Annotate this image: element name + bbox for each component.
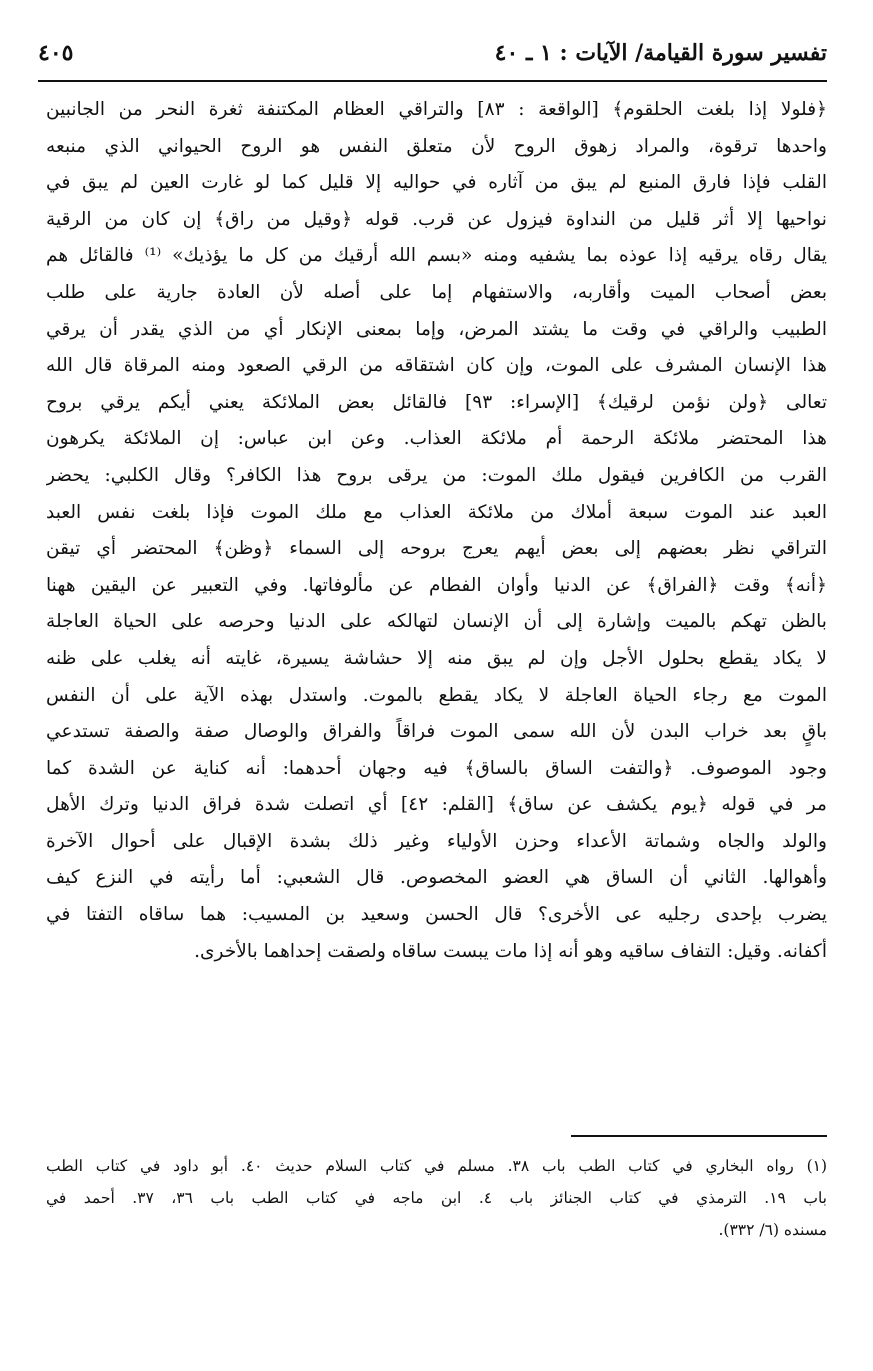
footnote-line: (١) رواه البخاري في كتاب الطب باب ٣٨. مسلم في كتاب السلام حديث ٤٠. أبو داود في كتاب الطب — [46, 1157, 827, 1175]
body-line: وأهوالها. الثاني أن الساق هي العضو المخصوص. قال الشعبي: أما رأيته في النزع كيف — [46, 867, 827, 889]
footnote-line: مسنده (٦/ ٣٣٢). — [718, 1221, 827, 1239]
body-line: ﴿أنه﴾ وقت ﴿الفراق﴾ عن الدنيا وأوان الفطام عن مألوفاتها. وفي التعبير عن اليقين ههنا — [46, 574, 827, 596]
body-line: التراقي نظر بعضهم إلى بعض أيهم يعرج بروحه إلى السماء ﴿وظن﴾ المحتضر أي تيقن — [46, 538, 827, 560]
body-line: والولد والجاه وشماتة الأعداء وحزن الأولياء وغير ذلك بشدة الإقبال على أحوال الآخرة — [46, 830, 827, 852]
body-line: الطبيب والراقي في وقت ما يشتد المرض، وإما بمعنى الإنكار أي من الذي يقدر أن يرقي — [46, 318, 827, 340]
body-line: العبد عند الموت سبعة أملاك من ملائكة العذاب مع ملك الموت فإذا بلغت نفس العبد — [46, 501, 827, 523]
page-header — [38, 36, 827, 82]
body-line: هذا الإنسان المشرف على الموت، وإن كان اشتقاقه من الرقي الصعود ومنه المرقاة قال الله — [46, 355, 827, 377]
body-line: أكفانه. وقيل: التفاف ساقيه وهو أنه إذا مات يبست ساقاه ولصقت إحداهما بالأخرى. — [194, 940, 827, 962]
body-line: ﴿فلولا إذا بلغت الحلقوم﴾ [الواقعة : ٨٣] والتراقي العظام المكتنفة ثغرة النحر من الجانبين — [46, 99, 827, 120]
body-line: بالظن تهكم بالميت وإشارة إلى أن الإنسان لتهالكه على الدنيا وحرصه على الحياة العاجلة — [46, 611, 827, 633]
body-line: القرب من الكافرين فيقول ملك الموت: من يرقى بروح هذا الكافر؟ وقال الكلبي: يحضر — [46, 464, 827, 486]
body-line: الموت مع رجاء الحياة العاجلة لا يكاد يقطع بالموت. واستدل بهذه الآية على أن النفس — [46, 684, 827, 706]
body-line: وجود الموصوف. ﴿والتفت الساق بالساق﴾ فيه وجهان أحدهما: أنه كناية عن الشدة كما — [46, 757, 827, 779]
body-line: يقال رقاه يرقيه إذا عوذه بما يشفيه ومنه «بسم الله أرقيك من كل ما يؤذيك» ⁽¹⁾ فالقائل هم — [46, 245, 827, 267]
body-line: القلب فإذا فارق المنبع لم يبق من آثاره في حواليه إلا قليل كما لو غارت العين لم يبق في — [46, 172, 827, 194]
body-line: هذا المحتضر ملائكة الرحمة أم ملائكة العذاب. وعن ابن عباس: إن الملائكة يكرهون — [46, 428, 827, 450]
page-number: ٤٠٥ — [38, 40, 74, 66]
body-line: بعض أصحاب الميت وأقاربه، والاستفهام إما على أصله لأن العادة جارية على طلب — [46, 281, 827, 303]
body-line: باقٍ بعد خراب البدن لأن الله سمى الموت فراقاً والفراق والوصال صفة والصفة تستدعي — [46, 721, 827, 743]
running-title: تفسير سورة القيامة/ الآيات : ١ ـ ٤٠ — [494, 40, 827, 66]
body-line: لا يكاد يقطع بحلول الأجل وإن لم يبق منه إلا حشاشة يسيرة، غايته أنه يغلب على ظنه — [46, 647, 827, 669]
footnote-line: باب ١٩. الترمذي في كتاب الجنائز باب ٤. ابن ماجه في كتاب الطب باب ٣٦، ٣٧. أحمد في — [46, 1189, 827, 1207]
body-text — [46, 92, 827, 970]
body-line: يضرب بإحدى رجليه عى الأخرى؟ قال الحسن وسعيد بن المسيب: هما ساقاه التفتا في — [46, 904, 827, 926]
body-line: مر في قوله ﴿يوم يكشف عن ساق﴾ [القلم: ٤٢] أي اتصلت شدة فراق الدنيا وترك الأهل — [46, 794, 827, 816]
body-line: واحدها ترقوة، والمراد زهوق الروح لأن متعلق النفس هو الروح الحيواني الذي منبعه — [46, 135, 827, 157]
body-line: تعالى ﴿ولن نؤمن لرقيك﴾ [الإسراء: ٩٣] فالقائل بعض الملائكة يعني أيكم يرقي بروح — [46, 391, 827, 413]
footnotes — [46, 1150, 827, 1246]
footnote-divider — [571, 1135, 827, 1137]
body-line: نواحيها إلا أثر قليل من النداوة فيزول عن قرب. قوله ﴿وقيل من راق﴾ إن كان من الرقية — [46, 208, 827, 230]
